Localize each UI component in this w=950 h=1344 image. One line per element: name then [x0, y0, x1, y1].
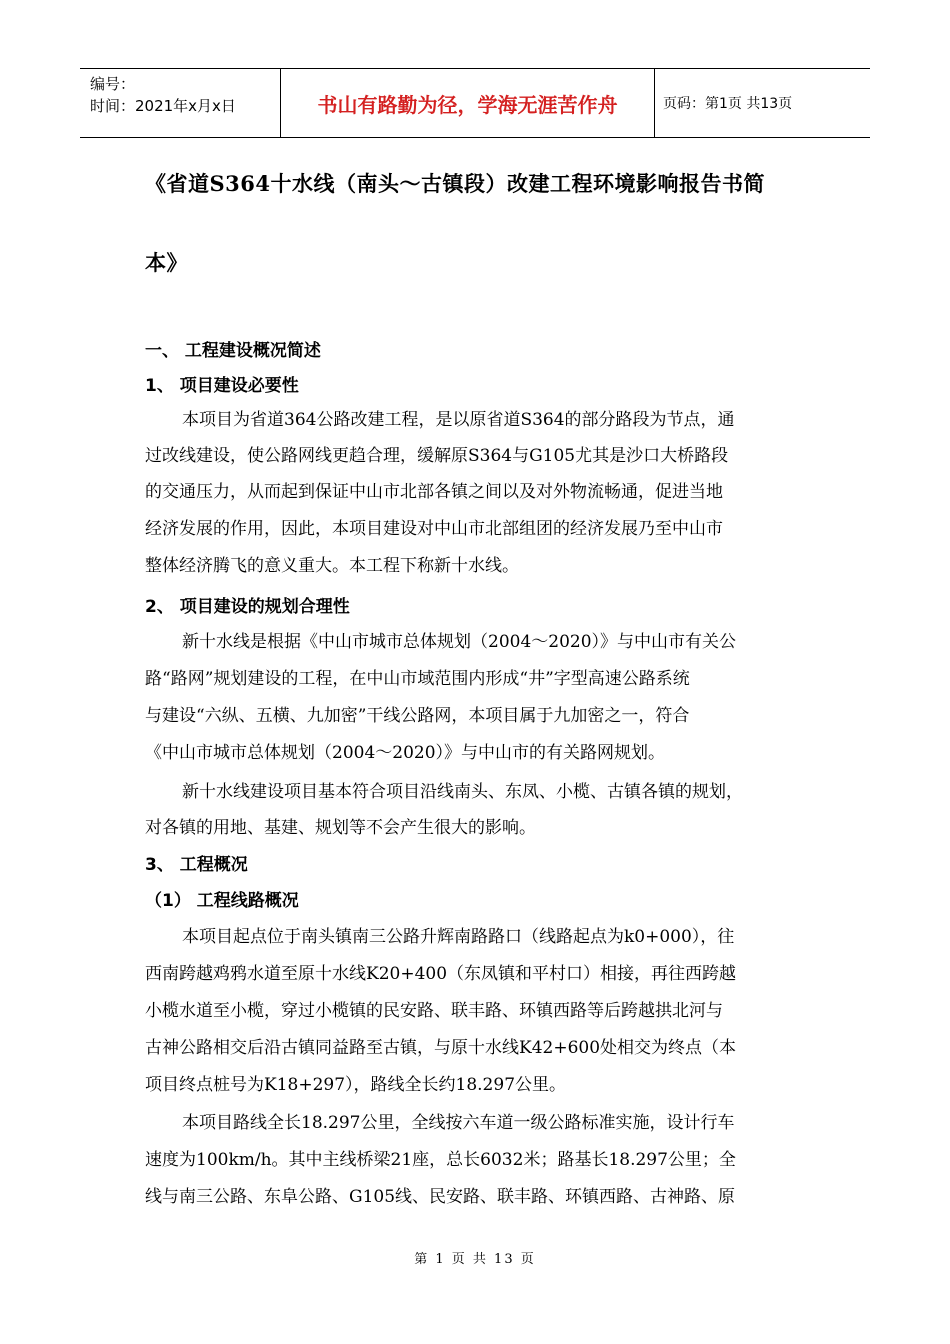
paragraph-line: 本项目起点位于南头镇南三公路升辉南路路口（线路起点为k0+000），往	[182, 927, 735, 947]
section-1-1-heading: 1、 项目建设必要性	[145, 376, 299, 396]
paragraph-line: 整体经济腾飞的意义重大。本工程下称新十水线。	[145, 556, 519, 576]
paragraph-line: 与建设“六纵、五横、九加密”干线公路网，本项目属于九加密之一，符合	[145, 706, 690, 726]
section-1-3-1-heading: （1） 工程线路概况	[145, 891, 299, 911]
page-footer: 第 1 页 共 13 页	[414, 1252, 536, 1267]
paragraph-line: 速度为100km/h。其中主线桥梁21座，总长6032米；路基长18.297公里；全	[145, 1150, 736, 1170]
section-1-2-heading: 2、 项目建设的规划合理性	[145, 597, 350, 617]
paragraph-line: 新十水线建设项目基本符合项目沿线南头、东凤、小榄、古镇各镇的规划，	[182, 782, 743, 802]
number-label: 编号：	[90, 75, 136, 93]
paragraph-line: 的交通压力，从而起到保证中山市北部各镇之间以及对外物流畅通，促进当地	[145, 482, 723, 502]
document-title-line-2: 本》	[145, 250, 188, 275]
paragraph-line: 西南跨越鸡鸦水道至原十水线K20+400（东凤镇和平村口）相接，再往西跨越	[145, 964, 737, 984]
document-header	[80, 68, 870, 138]
paragraph-line: 过改线建设，使公路网线更趋合理，缓解原S364与G105尤其是沙口大桥路段	[145, 446, 729, 466]
document-title-line-1: 《省道S364十水线（南头～古镇段）改建工程环境影响报告书简	[145, 171, 765, 196]
header-motto: 书山有路勤为径，学海无涯苦作舟	[280, 69, 655, 137]
paragraph-line: 新十水线是根据《中山市城市总体规划（2004～2020）》与中山市有关公	[182, 632, 737, 652]
paragraph-line: 项目终点桩号为K18+297），路线全长约18.297公里。	[145, 1075, 567, 1095]
section-1-heading: 一、 工程建设概况简述	[145, 341, 321, 361]
paragraph-line: 《中山市城市总体规划（2004～2020）》与中山市的有关路网规划。	[145, 743, 666, 763]
date-label: 时间：2021年x月x日	[90, 97, 236, 115]
paragraph-line: 路“路网”规划建设的工程，在中山市域范围内形成“井”字型高速公路系统	[145, 669, 690, 689]
paragraph-line: 经济发展的作用，因此，本项目建设对中山市北部组团的经济发展乃至中山市	[145, 519, 723, 539]
header-page-info: 页码：第1页 共13页	[663, 96, 793, 112]
paragraph-line: 线与南三公路、东阜公路、G105线、民安路、联丰路、环镇西路、古神路、原	[145, 1187, 736, 1207]
paragraph-line: 对各镇的用地、基建、规划等不会产生很大的影响。	[145, 818, 536, 838]
paragraph-line: 本项目路线全长18.297公里，全线按六车道一级公路标准实施，设计行车	[182, 1113, 735, 1133]
paragraph-line: 古神公路相交后沿古镇同益路至古镇，与原十水线K42+600处相交为终点（本	[145, 1038, 737, 1058]
header-meta	[80, 69, 280, 137]
paragraph-line: 本项目为省道364公路改建工程，是以原省道S364的部分路段为节点，通	[182, 410, 735, 430]
paragraph-line: 小榄水道至小榄，穿过小榄镇的民安路、联丰路、环镇西路等后跨越拱北河与	[145, 1001, 723, 1021]
section-1-3-heading: 3、 工程概况	[145, 855, 248, 875]
